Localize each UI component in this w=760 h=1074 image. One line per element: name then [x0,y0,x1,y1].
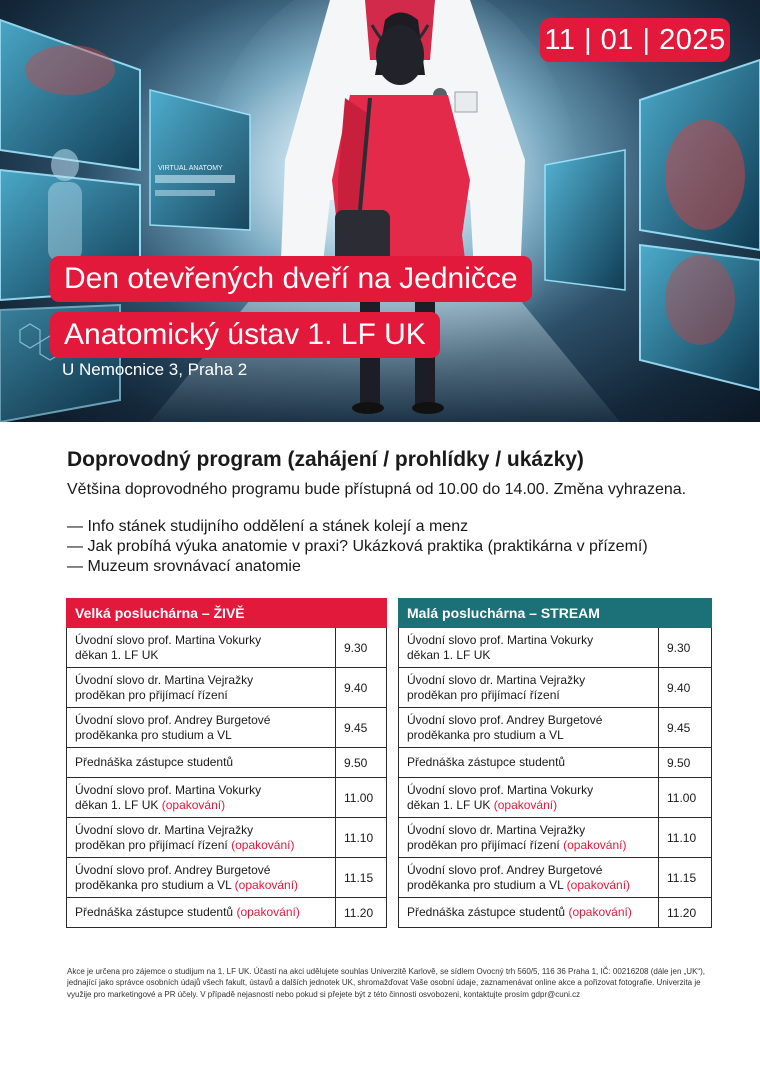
table-row [67,818,387,858]
repeat-label: (opakování) [563,837,627,852]
row-time: 11.20 [336,898,387,928]
table-row [399,818,712,858]
row-time: 9.45 [336,708,387,748]
program-note: Většina doprovodného programu bude přístupná od 10.00 do 14.00. Změna vyhrazena. [67,481,687,498]
row-description: Úvodní slovo prof. Andrey Burgetové proděkanka pro studium a VL [399,708,659,748]
event-title: Den otevřených dveří na Jedničce [50,256,532,302]
event-subtitle: Anatomický ústav 1. LF UK [50,312,440,358]
repeat-label: (opakování) [161,797,226,812]
table-row [399,778,712,818]
row-description: Přednáška zástupce studentů (opakování) [67,898,336,928]
row-time: 9.50 [336,748,387,778]
row-description: Úvodní slovo prof. Andrey Burgetové proděkanka pro studium a VL [67,708,336,748]
repeat-label: (opakování) [566,877,631,892]
row-description: Úvodní slovo prof. Martina Vokurky děkan 1. LF UK (opakování) [399,778,659,818]
row-description: Přednáška zástupce studentů [399,748,659,778]
table-row [67,898,387,928]
table-title-stream: Malá posluchárna – STREAM [399,599,712,628]
table-title-live: Velká posluchárna – ŽIVĚ [67,599,387,628]
row-description: Úvodní slovo dr. Martina Vejražky proděkan pro přijímací řízení [67,668,336,708]
row-time: 11.15 [336,858,387,898]
table-row [67,628,387,668]
table-row [399,628,712,668]
row-description: Úvodní slovo prof. Martina Vokurky děkan 1. LF UK [399,628,659,668]
table-row [399,668,712,708]
schedule-table-stream [398,598,712,928]
row-time: 9.50 [659,748,712,778]
table-row [399,858,712,898]
table-row [67,858,387,898]
row-description: Přednáška zástupce studentů (opakování) [399,898,659,928]
program-list [67,517,648,577]
table-row [399,898,712,928]
table-row [67,668,387,708]
row-description: Úvodní slovo dr. Martina Vejražky proděkan pro přijímací řízení (opakování) [399,818,659,858]
row-time: 11.20 [659,898,712,928]
table-row [67,708,387,748]
row-description: Úvodní slovo prof. Andrey Burgetové proděkanka pro studium a VL (opakování) [399,858,659,898]
row-time: 9.40 [659,668,712,708]
row-description: Úvodní slovo dr. Martina Vejražky proděkan pro přijímací řízení (opakování) [67,818,336,858]
repeat-label: (opakování) [493,797,558,812]
row-description: Přednáška zástupce studentů [67,748,336,778]
row-time: 9.45 [659,708,712,748]
row-time: 11.00 [336,778,387,818]
event-address: U Nemocnice 3, Praha 2 [62,360,248,379]
screen-caption: VIRTUAL ANATOMY [158,165,223,172]
row-time: 11.10 [336,818,387,858]
program-item: — Info stánek studijního oddělení a stánek kolejí a menz [67,518,469,535]
program-item: — Jak probíhá výuka anatomie v praxi? Ukázková praktika (praktikárna v přízemí) [67,538,648,555]
program-heading: Doprovodný program (zahájení / prohlídky / ukázky) [67,448,584,471]
row-description: Úvodní slovo prof. Martina Vokurky děkan 1. LF UK (opakování) [67,778,336,818]
schedule-table-live [66,598,387,928]
table-row [67,778,387,818]
row-time: 11.00 [659,778,712,818]
row-time: 11.15 [659,858,712,898]
row-description: Úvodní slovo prof. Andrey Burgetové proděkanka pro studium a VL (opakování) [67,858,336,898]
row-description: Úvodní slovo dr. Martina Vejražky proděkan pro přijímací řízení [399,668,659,708]
program-item: — Muzeum srovnávací anatomie [67,558,301,575]
repeat-label: (opakování) [568,905,632,919]
hero-banner [0,0,760,422]
event-date-badge: 11 | 01 | 2025 [540,18,730,62]
repeat-label: (opakování) [234,877,299,892]
repeat-label: (opakování) [236,905,300,919]
table-row [67,748,387,778]
row-time: 9.30 [659,628,712,668]
table-row [399,748,712,778]
repeat-label: (opakování) [231,837,295,852]
gdpr-footer-note: Akce je určena pro zájemce o studijum na 1. LF UK. Účastí na akci udělujete souhlas Univerzitě Karlově, se sídlem Ovocný trh 560/5, 116 36 Praha 1, IČ: 00216208 (dále jen „UK“), jednající jako správce osobních údajů všech fakult, ústavů a dalších jednotek UK, shromažďovat Vaše osobní údaje, zaznamenávat online akce a pořizovat fotografie. Univerzita je využije pro marketingové a PR účely. V případě nejasností nebo pokud si přejete být z této činnosti osvobozeni, kontaktujte prosím gdpr@cuni.cz [67,967,705,999]
table-row [399,708,712,748]
row-time: 9.30 [336,628,387,668]
hero-illustration [0,0,760,422]
row-description: Úvodní slovo prof. Martina Vokurky děkan 1. LF UK [67,628,336,668]
row-time: 11.10 [659,818,712,858]
row-time: 9.40 [336,668,387,708]
